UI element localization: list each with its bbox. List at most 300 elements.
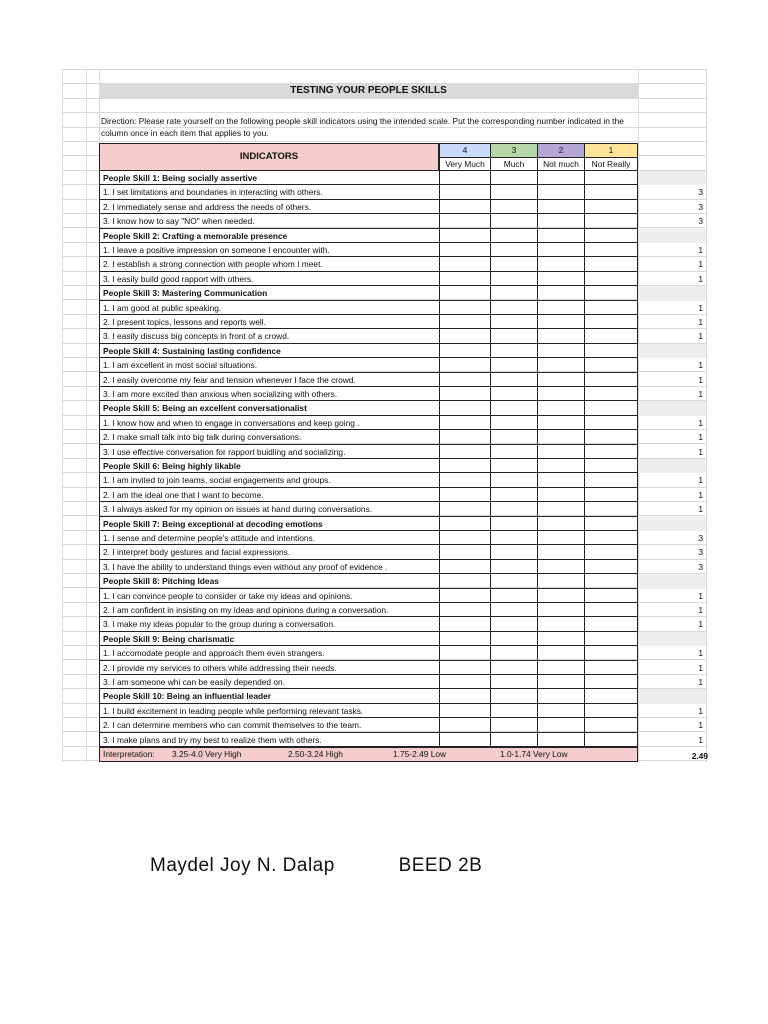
skill-heading-row — [62, 344, 706, 358]
rating-cell[interactable] — [584, 517, 638, 531]
rating-cell[interactable] — [537, 589, 584, 603]
skill-heading-row — [62, 229, 706, 243]
score-value: 3 — [698, 533, 703, 543]
rating-cell[interactable] — [537, 315, 584, 329]
gridline — [62, 69, 706, 70]
rating-cell[interactable] — [584, 632, 638, 646]
rating-cell[interactable] — [439, 286, 490, 300]
score-value: 1 — [698, 605, 703, 615]
indicator-text: 2. I interpret body gestures and facial expressions. — [99, 545, 439, 559]
indicator-text: 3. I have the ability to understand things even without any proof of evidence . — [99, 560, 439, 574]
rating-cell[interactable] — [584, 373, 638, 387]
rating-cell[interactable] — [584, 661, 638, 675]
rating-cell[interactable] — [439, 416, 490, 430]
row-shade — [638, 574, 706, 588]
interpretation-very-high: 3.25-4.0 Very High — [172, 749, 242, 759]
table-row — [62, 373, 706, 387]
table-row — [62, 445, 706, 459]
rating-cell[interactable] — [537, 675, 584, 689]
indicator-text: 2. I am confident in insisting on my ideas and opinions during a conversation. — [99, 603, 439, 617]
rating-cell[interactable] — [439, 632, 490, 646]
rating-cell[interactable] — [584, 675, 638, 689]
row-shade — [638, 517, 706, 531]
rating-cell[interactable] — [584, 358, 638, 372]
scale-1-number: 1 — [584, 143, 638, 157]
rating-cell[interactable] — [439, 617, 490, 631]
rating-cell[interactable] — [537, 344, 584, 358]
score-value: 1 — [698, 245, 703, 255]
table-row — [62, 718, 706, 732]
rating-cell[interactable] — [439, 545, 490, 559]
rating-cell[interactable] — [490, 704, 537, 718]
score-value: 1 — [698, 273, 703, 284]
rating-cell[interactable] — [584, 171, 638, 185]
indicator-text: 3. I easily discuss big concepts in front of a crowd. — [99, 329, 439, 343]
score-value: 1 — [698, 389, 703, 399]
skill-title: People Skill 6: Being highly likable — [99, 459, 439, 473]
rating-cell[interactable] — [490, 603, 537, 617]
rating-cell[interactable] — [584, 704, 638, 718]
rating-cell[interactable] — [439, 185, 490, 199]
rating-cell[interactable] — [584, 459, 638, 473]
rating-cell[interactable] — [439, 589, 490, 603]
indicator-text: 1. I am excellent in most social situations. — [99, 358, 439, 372]
table-row — [62, 214, 706, 228]
rating-cell[interactable] — [439, 243, 490, 257]
rating-cell[interactable] — [490, 675, 537, 689]
rating-cell[interactable] — [584, 733, 638, 747]
skill-heading-row — [62, 286, 706, 300]
table-row — [62, 502, 706, 516]
table-row — [62, 185, 706, 199]
rating-cell[interactable] — [537, 733, 584, 747]
score-value: 1 — [698, 662, 703, 673]
indicator-text: 1. I sense and determine people's attitude and intentions. — [99, 531, 439, 545]
score-value: 1 — [698, 489, 703, 500]
rating-cell[interactable] — [537, 185, 584, 199]
rating-cell[interactable] — [584, 185, 638, 199]
score-value: 1 — [698, 734, 703, 745]
skill-title: People Skill 9: Being charismatic — [99, 632, 439, 646]
indicator-text: 2. I make small talk into big talk during conversations. — [99, 430, 439, 444]
rating-cell[interactable] — [490, 445, 537, 459]
rating-cell[interactable] — [439, 531, 490, 545]
rating-cell[interactable] — [584, 272, 638, 286]
gridline — [62, 141, 706, 142]
rating-cell[interactable] — [439, 718, 490, 732]
rating-cell[interactable] — [439, 171, 490, 185]
rating-cell[interactable] — [584, 243, 638, 257]
rating-cell[interactable] — [537, 459, 584, 473]
rating-cell[interactable] — [584, 560, 638, 574]
table-row — [62, 545, 706, 559]
table-row — [62, 257, 706, 271]
indicator-text: 1. I set limitations and boundaries in interacting with others. — [99, 185, 439, 199]
row-shade — [638, 344, 706, 358]
rating-cell[interactable] — [439, 200, 490, 214]
rating-cell[interactable] — [439, 358, 490, 372]
indicator-text: 3. I am someone whi can be easily depended on. — [99, 675, 439, 689]
score-value: 1 — [698, 705, 703, 716]
interpretation-high: 2.50-3.24 High — [288, 749, 343, 759]
rating-cell[interactable] — [584, 689, 638, 703]
score-value: 1 — [698, 619, 703, 630]
rating-cell[interactable] — [537, 373, 584, 387]
indicator-text: 1. I am invited to join teams, social engagements and groups. — [99, 473, 439, 487]
rating-cell[interactable] — [584, 473, 638, 487]
scale-1-label: Not Really — [584, 157, 638, 171]
rating-cell[interactable] — [439, 574, 490, 588]
indicator-text: 3. I easily build good rapport with others. — [99, 272, 439, 286]
table-row — [62, 387, 706, 401]
interpretation-bar — [99, 747, 638, 762]
rating-cell[interactable] — [537, 661, 584, 675]
indicator-text: 1. I leave a positive impression on someone I encounter with. — [99, 243, 439, 257]
rating-cell[interactable] — [537, 401, 584, 415]
rating-cell[interactable] — [537, 517, 584, 531]
rating-cell[interactable] — [439, 229, 490, 243]
rating-cell[interactable] — [537, 704, 584, 718]
rating-cell[interactable] — [537, 545, 584, 559]
rating-cell[interactable] — [490, 545, 537, 559]
score-value: 3 — [698, 547, 703, 558]
rating-cell[interactable] — [490, 689, 537, 703]
rating-cell[interactable] — [490, 286, 537, 300]
rating-cell[interactable] — [490, 646, 537, 660]
indicator-text: 2. I am the ideal one that I want to become. — [99, 488, 439, 502]
rating-cell[interactable] — [537, 200, 584, 214]
skill-heading-row — [62, 401, 706, 415]
skill-title: People Skill 5: Being an excellent conversationalist — [99, 401, 439, 415]
rating-cell[interactable] — [490, 344, 537, 358]
score-value: 3 — [698, 561, 703, 572]
rating-cell[interactable] — [490, 329, 537, 343]
score-value: 1 — [698, 590, 703, 601]
indicator-text: 3. I make plans and try my best to realize them with others. — [99, 733, 439, 747]
rating-cell[interactable] — [490, 200, 537, 214]
table-row — [62, 430, 706, 444]
page-title: TESTING YOUR PEOPLE SKILLS — [99, 83, 638, 99]
rating-cell[interactable] — [439, 675, 490, 689]
score-value: 1 — [698, 677, 703, 687]
rating-cell[interactable] — [490, 229, 537, 243]
rating-cell[interactable] — [439, 560, 490, 574]
indicator-text: 2. I can determine members who can commit themselves to the team. — [99, 718, 439, 732]
table-row — [62, 704, 706, 718]
skill-title: People Skill 10: Being an influential leader — [99, 689, 439, 703]
rating-cell[interactable] — [537, 574, 584, 588]
rating-cell[interactable] — [490, 502, 537, 516]
rating-cell[interactable] — [490, 617, 537, 631]
rating-cell[interactable] — [490, 214, 537, 228]
rating-cell[interactable] — [584, 315, 638, 329]
rating-cell[interactable] — [584, 445, 638, 459]
skill-heading-row — [62, 689, 706, 703]
indicator-text: 2. I provide my services to others while addressing their needs. — [99, 661, 439, 675]
gridline — [706, 69, 707, 763]
rating-cell[interactable] — [584, 430, 638, 444]
indicator-text: 3. I am more excited than anxious when socializing with others. — [99, 387, 439, 401]
indicator-text: 2. I immediately sense and address the needs of others. — [99, 200, 439, 214]
scale-2-label: Not much — [537, 157, 584, 171]
rating-cell[interactable] — [584, 589, 638, 603]
rating-cell[interactable] — [439, 517, 490, 531]
rating-cell[interactable] — [537, 430, 584, 444]
table-row — [62, 243, 706, 257]
rating-cell[interactable] — [584, 301, 638, 315]
score-value: 1 — [698, 374, 703, 385]
skill-heading-row — [62, 171, 706, 185]
interpretation-low: 1.75-2.49 Low — [393, 749, 447, 759]
table-row — [62, 488, 706, 502]
skill-title: People Skill 8: Pitching Ideas — [99, 574, 439, 588]
rating-cell[interactable] — [584, 329, 638, 343]
rating-cell[interactable] — [439, 315, 490, 329]
rating-cell[interactable] — [537, 560, 584, 574]
rating-cell[interactable] — [439, 373, 490, 387]
indicators-header: INDICATORS — [99, 143, 439, 171]
score-value: 1 — [698, 302, 703, 313]
score-value: 1 — [698, 475, 703, 486]
score-value: 1 — [698, 331, 703, 342]
indicator-text: 1. I accomodate people and approach them even strangers. — [99, 646, 439, 660]
rating-cell[interactable] — [537, 646, 584, 660]
rating-cell[interactable] — [490, 560, 537, 574]
rating-cell[interactable] — [537, 214, 584, 228]
rating-cell[interactable] — [439, 344, 490, 358]
rating-cell[interactable] — [490, 401, 537, 415]
table-row — [62, 661, 706, 675]
rating-cell[interactable] — [584, 229, 638, 243]
rating-cell[interactable] — [537, 632, 584, 646]
rating-cell[interactable] — [584, 344, 638, 358]
rating-cell[interactable] — [537, 171, 584, 185]
rating-cell[interactable] — [490, 632, 537, 646]
score-value: 1 — [698, 259, 703, 270]
indicator-text: 1. I build excitement in leading people while performing relevant tasks. — [99, 704, 439, 718]
table-row — [62, 675, 706, 689]
rating-cell[interactable] — [537, 286, 584, 300]
rating-cell[interactable] — [537, 718, 584, 732]
table-row — [62, 315, 706, 329]
table-row — [62, 272, 706, 286]
rating-cell[interactable] — [537, 689, 584, 703]
rating-cell[interactable] — [490, 315, 537, 329]
scale-3-label: Much — [490, 157, 537, 171]
score-value: 1 — [698, 720, 703, 731]
rating-cell[interactable] — [439, 502, 490, 516]
rating-cell[interactable] — [537, 358, 584, 372]
indicator-text: 1. I am good at public speaking. — [99, 301, 439, 315]
skill-title: People Skill 3: Mastering Communication — [99, 286, 439, 300]
rating-cell[interactable] — [439, 257, 490, 271]
rating-cell[interactable] — [490, 589, 537, 603]
rating-cell[interactable] — [490, 301, 537, 315]
rating-cell[interactable] — [537, 617, 584, 631]
rating-cell[interactable] — [439, 459, 490, 473]
indicator-text: 2. I present topics, lessons and reports well. — [99, 315, 439, 329]
rating-cell[interactable] — [490, 733, 537, 747]
rating-cell[interactable] — [537, 229, 584, 243]
row-shade — [638, 171, 706, 185]
table-row — [62, 358, 706, 372]
student-course: BEED 2B — [398, 855, 483, 876]
rating-cell[interactable] — [537, 243, 584, 257]
row-shade — [638, 632, 706, 646]
table-row — [62, 416, 706, 430]
row-shade — [638, 286, 706, 300]
table-row — [62, 301, 706, 315]
rating-cell[interactable] — [490, 661, 537, 675]
rating-cell[interactable] — [584, 488, 638, 502]
rating-cell[interactable] — [584, 718, 638, 732]
rating-cell[interactable] — [537, 416, 584, 430]
rating-cell[interactable] — [537, 603, 584, 617]
rating-cell[interactable] — [584, 574, 638, 588]
row-shade — [638, 401, 706, 415]
rating-cell[interactable] — [537, 387, 584, 401]
rating-cell[interactable] — [584, 502, 638, 516]
rating-cell[interactable] — [490, 574, 537, 588]
rating-cell[interactable] — [537, 272, 584, 286]
rating-cell[interactable] — [584, 617, 638, 631]
rating-cell[interactable] — [537, 445, 584, 459]
rating-cell[interactable] — [439, 272, 490, 286]
rating-cell[interactable] — [439, 661, 490, 675]
rating-cell[interactable] — [439, 603, 490, 617]
rating-cell[interactable] — [490, 459, 537, 473]
score-value: 1 — [698, 648, 703, 659]
scale-2-number: 2 — [537, 143, 584, 157]
rating-cell[interactable] — [584, 531, 638, 545]
rating-cell[interactable] — [490, 257, 537, 271]
rating-cell[interactable] — [490, 373, 537, 387]
signature-line — [150, 855, 482, 877]
scale-4-number: 4 — [439, 143, 490, 157]
skill-heading-row — [62, 459, 706, 473]
scale-4-label: Very Much — [439, 157, 490, 171]
rating-cell[interactable] — [490, 243, 537, 257]
rating-cell[interactable] — [537, 329, 584, 343]
indicator-text: 3. I use effective conversation for rapport buidling and socializing. — [99, 445, 439, 459]
rating-cell[interactable] — [439, 488, 490, 502]
rating-cell[interactable] — [490, 531, 537, 545]
indicator-text: 3. I know how to say "NO" when needed. — [99, 214, 439, 228]
rating-cell[interactable] — [490, 430, 537, 444]
rating-cell[interactable] — [439, 733, 490, 747]
score-value: 1 — [698, 360, 703, 371]
rating-cell[interactable] — [584, 646, 638, 660]
rating-cell[interactable] — [490, 185, 537, 199]
rating-cell[interactable] — [537, 257, 584, 271]
rating-cell[interactable] — [439, 445, 490, 459]
skill-heading-row — [62, 632, 706, 646]
rating-cell[interactable] — [537, 473, 584, 487]
indicator-text: 2. I establish a strong connection with people whom I meet. — [99, 257, 439, 271]
rating-cell[interactable] — [439, 387, 490, 401]
indicator-text: 3. I always asked for my opinion on issues at hand during conversations. — [99, 502, 439, 516]
table-row — [62, 473, 706, 487]
skill-heading-row — [62, 517, 706, 531]
rating-cell[interactable] — [439, 214, 490, 228]
rating-cell[interactable] — [439, 401, 490, 415]
score-value: 1 — [698, 417, 703, 428]
total-score: 2.49 — [691, 751, 708, 761]
scale-3-number: 3 — [490, 143, 537, 157]
skill-title: People Skill 1: Being socially assertive — [99, 171, 439, 185]
rating-cell[interactable] — [584, 387, 638, 401]
rating-cell[interactable] — [537, 301, 584, 315]
student-name: Maydel Joy N. Dalap — [150, 855, 335, 876]
rating-cell[interactable] — [490, 473, 537, 487]
rating-cell[interactable] — [439, 329, 490, 343]
score-value: 3 — [698, 201, 703, 212]
rating-cell[interactable] — [439, 430, 490, 444]
rating-cell[interactable] — [439, 646, 490, 660]
rating-cell[interactable] — [537, 531, 584, 545]
rating-cell[interactable] — [490, 358, 537, 372]
gridline — [62, 112, 706, 113]
rating-cell[interactable] — [490, 416, 537, 430]
indicator-text: 3. I make my ideas popular to the group during a conversation. — [99, 617, 439, 631]
score-value: 1 — [698, 432, 703, 443]
interpretation-very-low: 1.0-1.74 Very Low — [500, 749, 568, 759]
score-value: 1 — [698, 317, 703, 327]
rating-cell[interactable] — [439, 301, 490, 315]
score-value: 1 — [698, 446, 703, 457]
rating-cell[interactable] — [537, 502, 584, 516]
rating-cell[interactable] — [584, 603, 638, 617]
rating-cell[interactable] — [439, 704, 490, 718]
skill-heading-row — [62, 574, 706, 588]
skill-title: People Skill 7: Being exceptional at decoding emotions — [99, 517, 439, 531]
rating-cell[interactable] — [439, 689, 490, 703]
table-row — [62, 200, 706, 214]
rating-cell[interactable] — [490, 517, 537, 531]
rating-cell[interactable] — [490, 718, 537, 732]
indicator-text: 1. I know how and when to engage in conversations and keep going . — [99, 416, 439, 430]
table-row — [62, 603, 706, 617]
interpretation-label: Interpretation: — [103, 749, 155, 759]
rating-cell[interactable] — [439, 473, 490, 487]
rating-cell[interactable] — [584, 257, 638, 271]
rating-cell[interactable] — [584, 214, 638, 228]
rating-cell[interactable] — [584, 401, 638, 415]
score-value: 1 — [698, 504, 703, 515]
table-row — [62, 329, 706, 343]
rating-cell[interactable] — [490, 488, 537, 502]
rating-cell[interactable] — [584, 286, 638, 300]
rating-cell[interactable] — [490, 272, 537, 286]
rating-cell[interactable] — [584, 200, 638, 214]
skill-title: People Skill 4: Sustaining lasting confidence — [99, 344, 439, 358]
skill-title: People Skill 2: Crafting a memorable presence — [99, 229, 439, 243]
direction-text: Direction: Please rate yourself on the following people skill indicators using the intended scale. Put the corresponding number indicated in the column once in each item that applies to you. — [101, 116, 624, 138]
table-row — [62, 617, 706, 631]
indicator-text: 2. I easily overcome my fear and tension whenever I face the crowd. — [99, 373, 439, 387]
rating-cell[interactable] — [584, 545, 638, 559]
rating-cell[interactable] — [490, 387, 537, 401]
table-row — [62, 531, 706, 545]
score-value: 3 — [698, 216, 703, 227]
table-row — [62, 733, 706, 747]
rating-cell[interactable] — [537, 488, 584, 502]
row-shade — [638, 689, 706, 703]
rating-cell[interactable] — [584, 416, 638, 430]
indicator-text: 1. I can convince people to consider or take my ideas and opinions. — [99, 589, 439, 603]
rating-cell[interactable] — [490, 171, 537, 185]
score-value: 3 — [698, 187, 703, 198]
